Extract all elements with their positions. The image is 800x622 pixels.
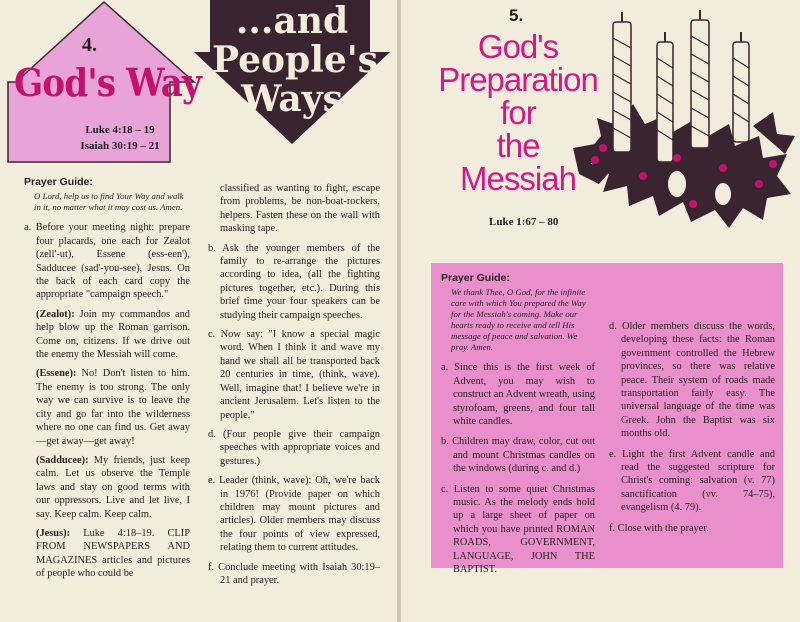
prayer-guide-text: We thank Thee, O God, for the infinite care with which You prepared the Way for the Messiah's coming. Make our hearts ready to receive and tell His message of peace and salvation. We pray. Amen.: [451, 287, 586, 353]
title-line-peoples: People's: [212, 39, 379, 81]
ref-line-1: Luke 4:18 – 19: [85, 124, 155, 136]
item-a: a. Before your meeting night: prepare four placards, one each for Zealot (zell'-ut), Essene (ess-een'), Sadducee (sad'-you-see), Jesus. On the back of each card copy the appropriate "campaign speech.": [24, 222, 190, 301]
title-line-2: Preparation: [438, 61, 598, 98]
left-column-1: [24, 176, 190, 587]
item-f: f. Close with the prayer.: [609, 522, 709, 534]
sadducee-label: (Sadducee):: [36, 454, 89, 466]
prayer-guide-label: Prayer Guide:: [24, 176, 93, 188]
jesus-text: Luke 4:18–19. CLIP FROM NEWSPAPERS AND MAGAZINES articles and pictures of people who could be: [36, 527, 190, 580]
gods-way-title: God's Way: [14, 60, 201, 105]
essene-text: No! Don't listen to him. The enemy is too strong. The only way we can survive is to leave the city and go far into the wilderness where no one can find us. Get away—get away—get away!: [36, 368, 190, 447]
essene-speech: [24, 367, 190, 447]
prayer-guide-label: Prayer Guide:: [441, 272, 510, 284]
lesson-number: 5.: [509, 6, 524, 25]
title-line-ways: Ways: [241, 78, 343, 120]
lesson-number: 4.: [82, 34, 97, 56]
prayer-guide-text: O Lord, help us to find Your Way and walk in it, no matter what it may cost us. Amen.: [34, 191, 184, 213]
item-e: e. Leader (think, wave): Oh, we're back in 1976! (Provide paper on which children may mount pictures and articles). Older members may discuss the four points of view expressed, relating them to current attitudes.: [208, 475, 380, 554]
item-b: b. Ask the younger members of the family to re-arrange the pictures according to idea, (all the fighting pictures together, etc.). During this brief time your four speakers can be studying their campaign speeches.: [208, 242, 380, 321]
jesus-speech: [24, 527, 190, 581]
item-a: a. Since this is the first week of Advent, you may wish to construct an Advent wreath, using styrofoam, greens, and four tall white candles.: [441, 362, 595, 428]
item-b: b. Children may draw, color, cut out and mount Christmas candles on the windows (during c. and d.): [441, 436, 595, 475]
ref-line-2: Isaiah 30:19 – 21: [80, 140, 160, 152]
left-column-2: [208, 182, 380, 593]
right-page: [401, 0, 800, 622]
scripture-reference: [65, 122, 175, 154]
advent-wreath-illustration: [573, 8, 798, 233]
essene-label: (Essene):: [36, 368, 77, 380]
right-column-1: [441, 272, 595, 584]
item-c: c. Listen to some quiet Christmas music. As the melody ends hold up a large sheet of paper on which you have printed ROMAN ROADS, GOVERNMENT, LANGUAGE, JOHN THE BAPTIST.: [441, 483, 595, 576]
item-d: d. (Four people give their campaign speeches with appropriate voices and gestures.): [208, 428, 380, 467]
scripture-reference: Luke 1:67 – 80: [489, 216, 559, 228]
item-c: c. Now say: "I know a special magic word. When I think it and wave my hand we shall all be transported back 20 centuries in time, (think, wave). Well, imagine that! I believe we're in ancient Jerusalem. Let's listen to the people.": [208, 329, 380, 421]
right-column-2: [609, 320, 775, 542]
item-a-continued: classified as wanting to fight, escape from problems, be non-boat-rockers, helpers. Fasten these on the wall with masking tape.: [220, 183, 380, 235]
title-line-1: God's: [477, 28, 559, 65]
title-line-and: ...and: [235, 0, 349, 42]
peoples-ways-title: [212, 0, 379, 120]
wicks: [622, 10, 741, 42]
sadducee-text: My friends, just keep calm. Let us observe the Temple laws and stay on good terms with our oppressors. Live and let live, I say. Keep calm. Keep calm.: [36, 454, 190, 520]
holly-wreath: [573, 104, 795, 228]
jesus-label: (Jesus):: [36, 527, 71, 539]
zealot-text: Join my commandos and help blow up the Roman garrison. Come on, citizens. If we drive out the enemy the Messiah will come.: [36, 308, 190, 361]
item-f: f. Conclude meeting with Isaiah 30:19–21 and prayer.: [208, 561, 380, 586]
title-line-4: the: [496, 127, 540, 164]
zealot-speech: [24, 308, 190, 362]
item-e: e. Light the first Advent candle and read the suggested scripture for Christ's coming: salvation (v. 77) sanctification (vv. 74–75), evangelism (4. 79).: [609, 448, 775, 514]
left-page: [0, 0, 397, 622]
title-line-3: for: [500, 94, 536, 131]
zealot-label: (Zealot):: [36, 308, 75, 320]
title-line-5: Messiah: [460, 160, 576, 197]
item-d: d. Older members discuss the words, developing these facts: the Roman government controlled the Hebrew provinces, so there was relative peace. Their system of roads made transportation fairly easy. The universal language of the time was Greek. John the Baptist was six months old.: [609, 321, 775, 440]
sadducee-speech: [24, 454, 190, 521]
